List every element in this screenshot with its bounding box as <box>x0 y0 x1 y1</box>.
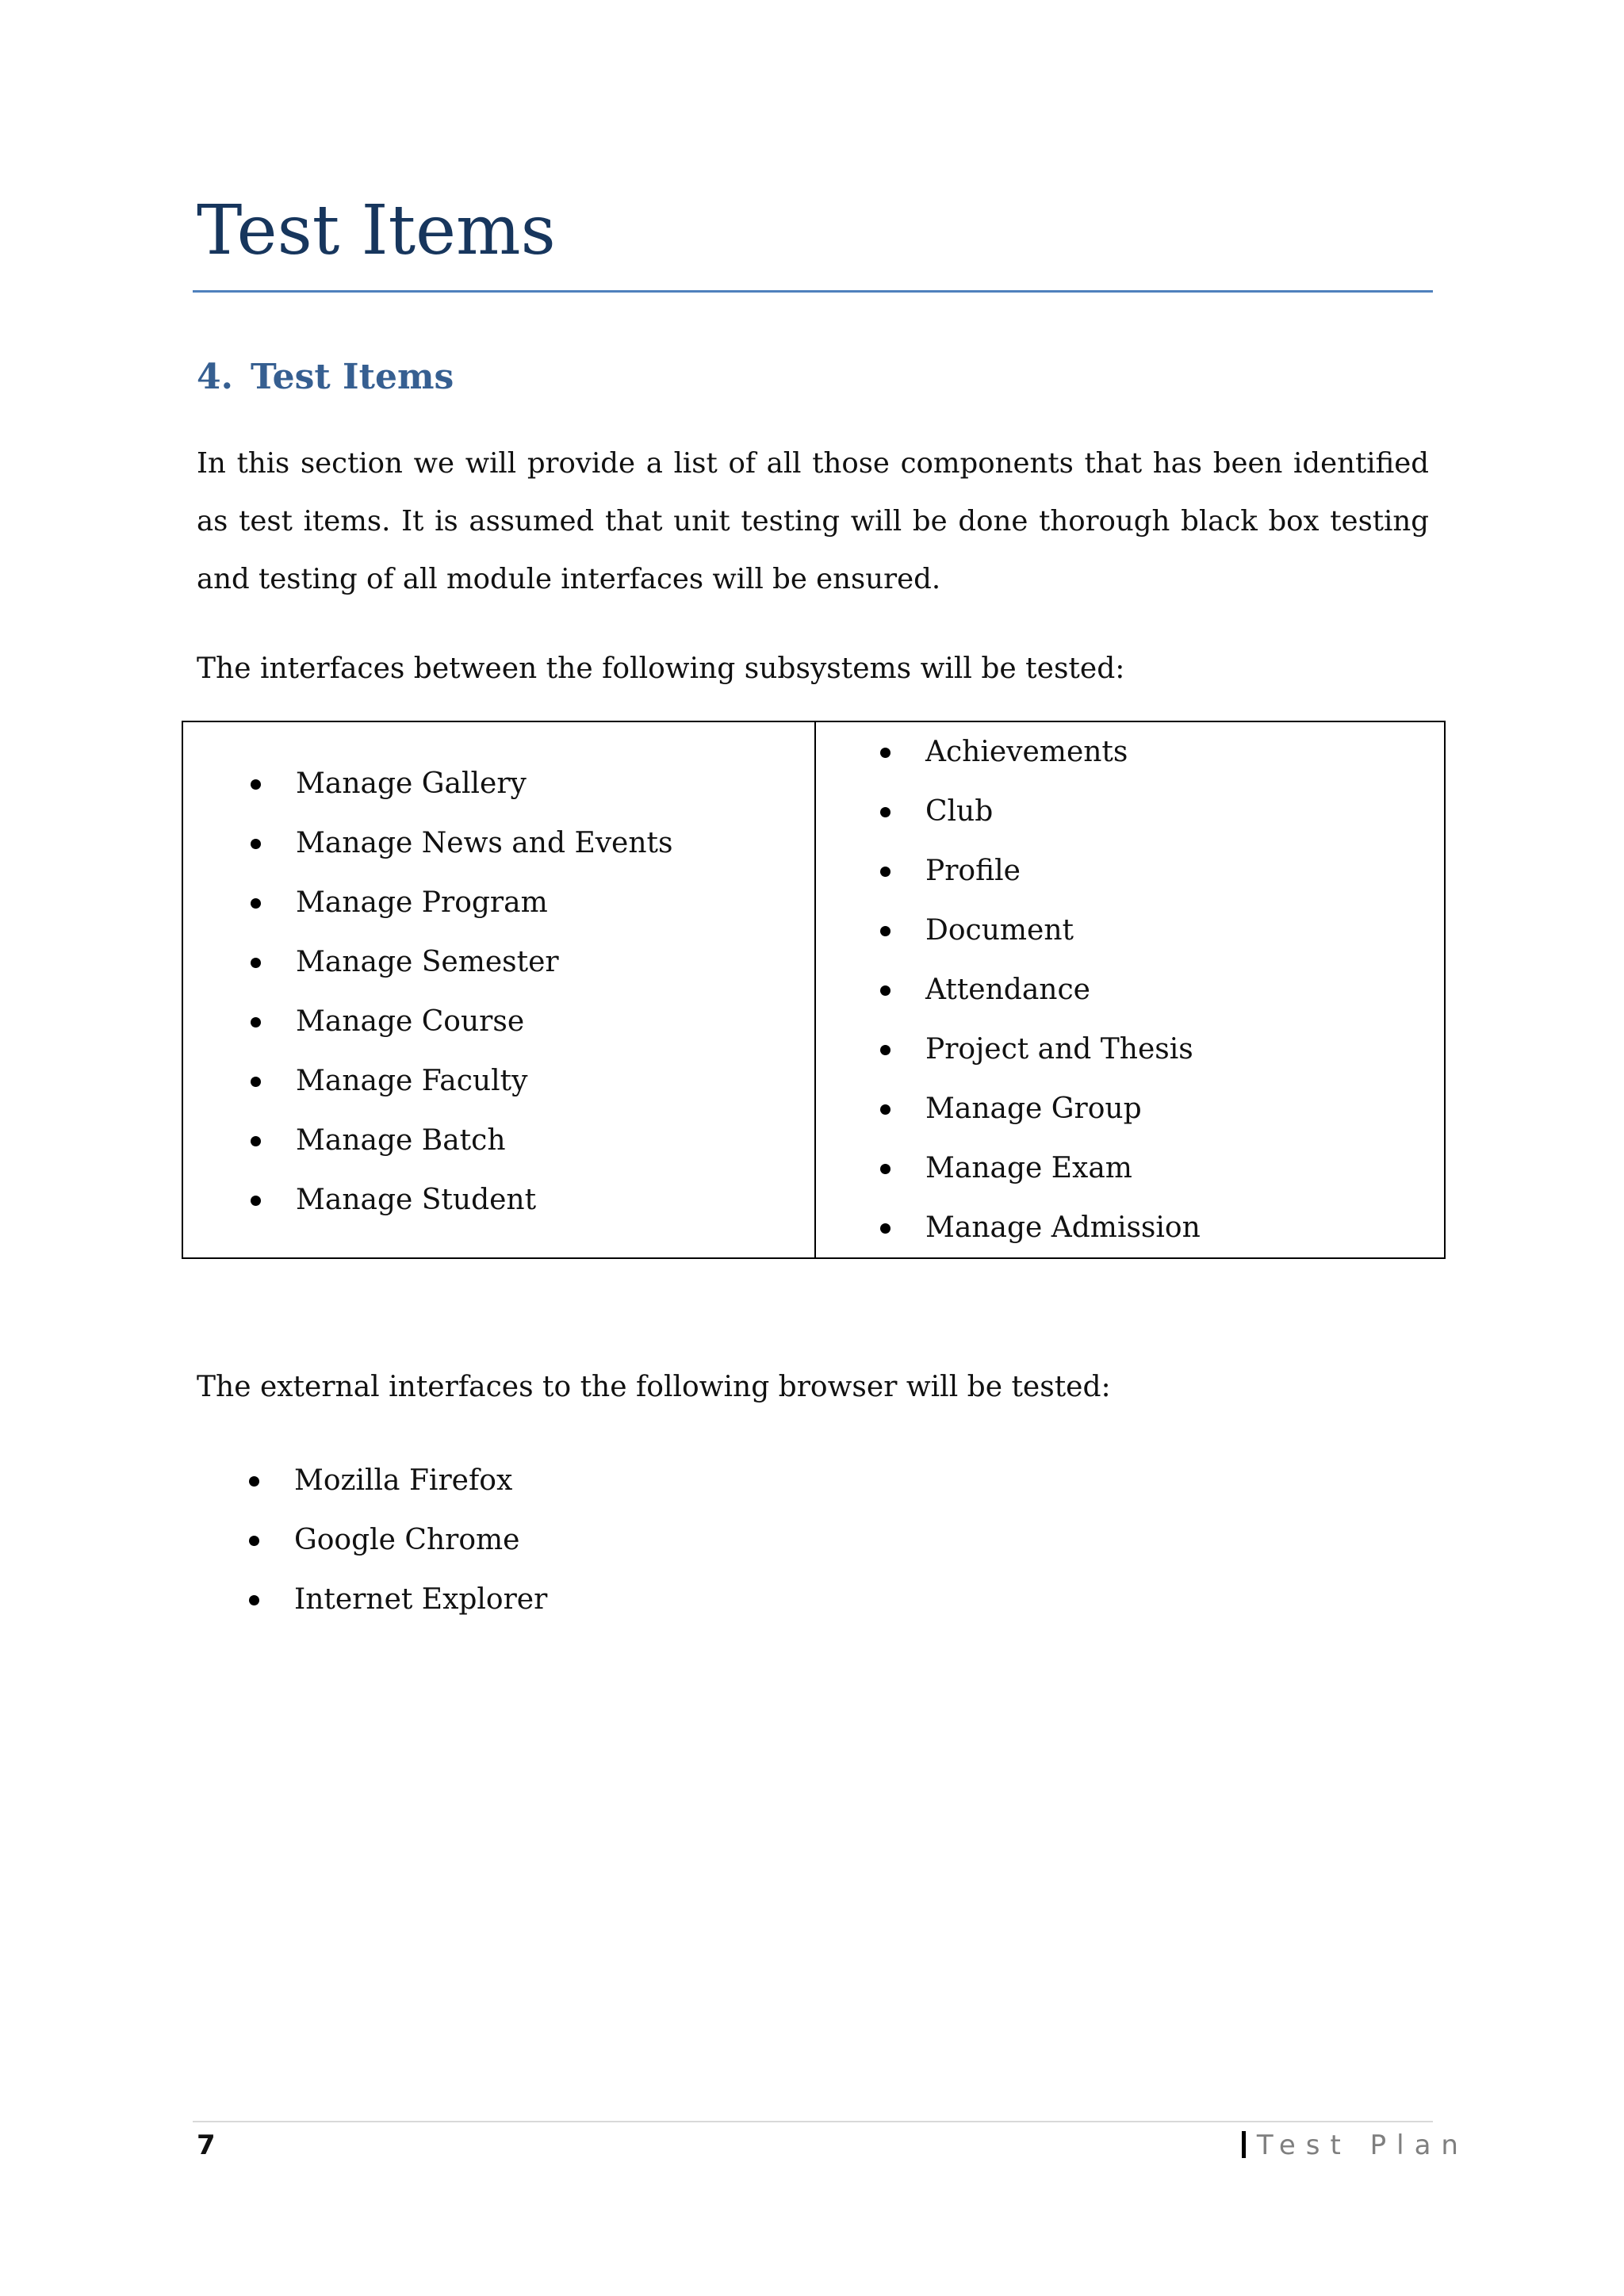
footer-divider <box>193 2121 1433 2122</box>
list-item: Manage Gallery <box>183 754 814 813</box>
list-item: Manage Student <box>183 1170 814 1230</box>
list-item: Manage Course <box>183 992 814 1051</box>
browsers-list <box>182 1451 547 1629</box>
subsystems-lead-text: The interfaces between the following subsystems will be tested: <box>197 652 1125 685</box>
footer-doc-title <box>1242 2130 1469 2161</box>
page-title: Test Items <box>197 191 556 270</box>
list-item: Manage Batch <box>183 1111 814 1170</box>
list-item: Manage Semester <box>183 932 814 992</box>
list-item: Project and Thesis <box>816 1020 1444 1079</box>
list-item: Achievements <box>816 722 1444 782</box>
list-item: Manage Program <box>183 873 814 932</box>
browsers-list-container <box>182 1451 547 1629</box>
list-item: Manage News and Events <box>183 813 814 873</box>
list-item: Attendance <box>816 960 1444 1020</box>
subsystems-table-row <box>182 721 1445 1258</box>
list-item: Manage Exam <box>816 1138 1444 1198</box>
list-item: Internet Explorer <box>182 1570 547 1629</box>
list-item: Manage Faculty <box>183 1051 814 1111</box>
list-item: Profile <box>816 841 1444 901</box>
list-item: Mozilla Firefox <box>182 1451 547 1510</box>
subsystems-left-cell <box>182 721 815 1258</box>
subsystems-left-list <box>183 754 814 1230</box>
list-item: Manage Group <box>816 1079 1444 1138</box>
list-item: Club <box>816 782 1444 841</box>
footer-doc-name: Test Plan <box>1256 2130 1469 2161</box>
page-number: 7 <box>197 2130 216 2161</box>
title-underline <box>193 290 1433 293</box>
section-heading <box>197 358 454 396</box>
subsystems-right-cell <box>815 721 1445 1258</box>
section-heading-text: Test Items <box>250 357 454 397</box>
list-item: Google Chrome <box>182 1510 547 1570</box>
list-item: Manage Admission <box>816 1198 1444 1257</box>
subsystems-right-list <box>816 722 1444 1257</box>
intro-paragraph: In this section we will provide a list of all those components that has been identified as test items. It is assumed that unit testing will be done thorough black box testing and testing of all module interfaces will be ensured. <box>197 447 1429 595</box>
browsers-lead-text: The external interfaces to the following browser will be tested: <box>197 1371 1111 1403</box>
subsystems-table <box>182 721 1446 1259</box>
section-number: 4. <box>197 357 233 397</box>
list-item: Document <box>816 901 1444 960</box>
footer-separator-bar <box>1242 2131 1246 2158</box>
